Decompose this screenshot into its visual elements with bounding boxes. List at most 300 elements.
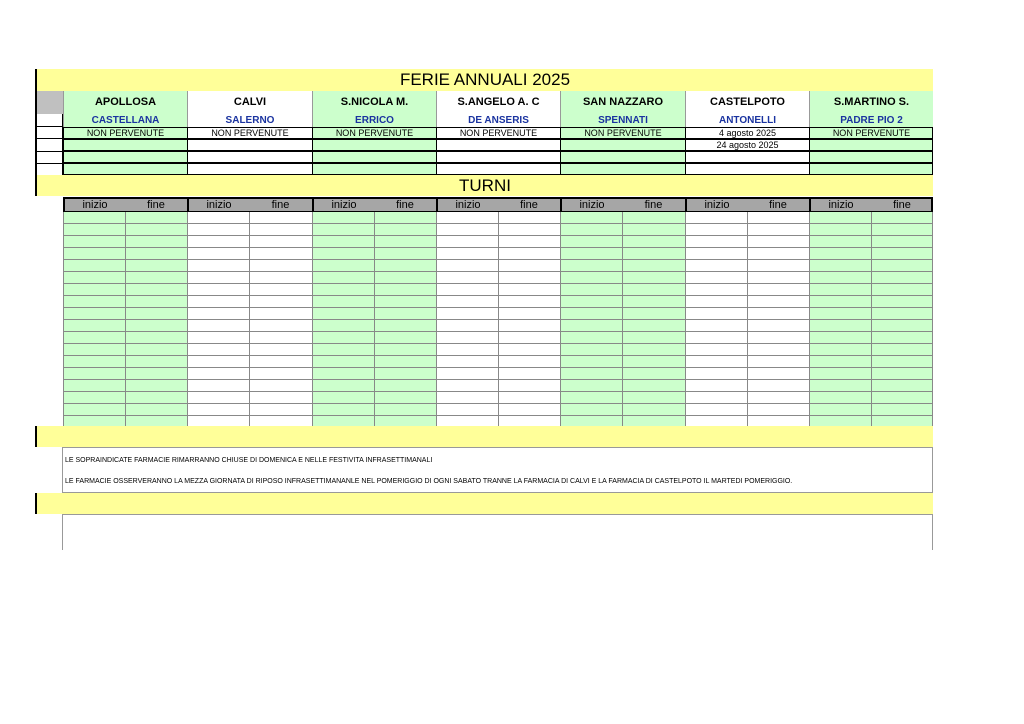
turni-cell [622,404,685,416]
ferie-cell [809,151,933,163]
turni-cell [125,404,187,416]
turni-cell [685,272,747,284]
turni-cell [125,392,187,404]
turni-cell [187,320,249,332]
turni-cell [63,224,125,236]
header-inizio: inizio [828,199,854,211]
turni-cell [498,284,560,296]
pharmacy-name [685,114,809,127]
turni-cell [125,284,187,296]
turni-cell [374,404,436,416]
turni-cell [498,260,560,272]
turni-cell [436,320,498,332]
turni-cell [249,284,312,296]
turni-cell [809,392,871,404]
turni-cell [871,332,933,344]
turni-cell [374,344,436,356]
town-name: CALVI [233,96,267,108]
turni-cell [622,308,685,320]
turni-cell [63,236,125,248]
turni-cell [498,296,560,308]
turni-cell [374,320,436,332]
turni-header-end [125,197,187,212]
turni-cell [560,296,622,308]
turni-header-start [312,197,374,212]
turni-cell [312,272,374,284]
turni-cell [498,392,560,404]
pharmacy-label: PADRE PIO 2 [840,115,903,126]
turni-cell [747,224,809,236]
ferie-cell [63,139,187,151]
pharmacy-name [63,114,187,127]
ferie-date: NON PERVENUTE [459,128,538,138]
pharmacy-name [312,114,436,127]
turni-cell [560,236,622,248]
turni-cell [747,212,809,224]
ferie-cell [436,127,560,139]
turni-cell [747,308,809,320]
turni-cell [63,248,125,260]
turni-cell [436,296,498,308]
turni-cell [622,332,685,344]
turni-cell [125,320,187,332]
turni-cell [685,320,747,332]
turni-cell [436,260,498,272]
turni-cell [809,344,871,356]
turni-cell [374,308,436,320]
turni-cell [249,344,312,356]
turni-cell [809,224,871,236]
header-inizio: inizio [206,199,232,211]
turni-cell [498,248,560,260]
turni-cell [249,332,312,344]
turni-cell [63,368,125,380]
town-name: S.MARTINO S. [833,96,910,108]
turni-cell [249,392,312,404]
ferie-date: 24 agosto 2025 [716,140,779,150]
turni-cell [871,344,933,356]
turni-cell [498,332,560,344]
header-fine: fine [644,199,663,211]
pharmacy-name [436,114,560,127]
turni-cell [560,224,622,236]
notes-box [62,447,933,493]
turni-band [35,175,933,196]
turni-cell [63,260,125,272]
turni-cell [249,404,312,416]
turni-cell [374,272,436,284]
turni-header-right-edge [931,197,933,212]
turni-cell [498,272,560,284]
turni-cell [560,272,622,284]
turni-header-end [871,197,933,212]
turni-header-end [622,197,685,212]
turni-cell [187,236,249,248]
turni-cell [63,332,125,344]
turni-cell [249,320,312,332]
turni-cell [747,368,809,380]
header-fine: fine [520,199,538,211]
ferie-cell [312,127,436,139]
turni-cell [498,380,560,392]
turni-cell [374,296,436,308]
turni-cell [622,260,685,272]
turni-cell [374,284,436,296]
turni-cell [249,236,312,248]
turni-cell [63,380,125,392]
turni-cell [312,320,374,332]
ferie-date: NON PERVENUTE [584,128,662,138]
turni-cell [436,356,498,368]
note-line-2: LE FARMACIE OSSERVERANNO LA MEZZA GIORNATA DI RIPOSO INFRASETTIMANANLE NEL POMERIGGIO DI OGNI SABATO TRANNE LA FARMACIA DI CALVI E LA FARMACIA DI CASTELPOTO IL MARTEDI POMERIGGIO. [65,478,793,485]
town-header [312,91,436,114]
turni-cell [685,224,747,236]
header-inizio: inizio [704,199,730,211]
ferie-cell [560,139,685,151]
turni-cell [498,356,560,368]
turni-cell [436,380,498,392]
header-inizio: inizio [455,199,481,211]
turni-cell [436,308,498,320]
turni-cell [187,224,249,236]
ferie-cell [187,151,312,163]
ferie-cell [312,139,436,151]
turni-cell [871,284,933,296]
turni-cell [374,392,436,404]
turni-cell [125,260,187,272]
turni-cell [374,356,436,368]
turni-cell [871,272,933,284]
ferie-cell [560,151,685,163]
turni-cell [249,248,312,260]
turni-cell [374,236,436,248]
turni-cell [187,356,249,368]
turni-cell [312,308,374,320]
turni-cell [63,356,125,368]
turni-cell [125,332,187,344]
turni-cell [125,308,187,320]
turni-cell [747,404,809,416]
turni-cell [249,308,312,320]
turni-header-start [436,197,498,212]
turni-cell [63,272,125,284]
turni-cell [187,308,249,320]
turni-cell [374,368,436,380]
turni-cell [685,356,747,368]
separator-band [35,426,933,447]
corner-cell [35,91,63,114]
turni-cell [63,212,125,224]
turni-cell [560,332,622,344]
ferie-cell [809,127,933,139]
turni-cell [125,380,187,392]
turni-cell [685,392,747,404]
turni-cell [249,368,312,380]
turni-cell [187,368,249,380]
turni-cell [125,224,187,236]
separator-band-2 [35,493,933,514]
header-fine: fine [396,199,414,211]
town-header [560,91,685,114]
turni-cell [436,236,498,248]
turni-cell [622,224,685,236]
ferie-date: NON PERVENUTE [211,128,289,138]
turni-cell [622,212,685,224]
town-header [685,91,809,114]
town-header [809,91,933,114]
turni-cell [249,296,312,308]
turni-cell [436,284,498,296]
ferie-cell [685,139,809,151]
turni-cell [809,368,871,380]
ferie-date: NON PERVENUTE [335,128,414,138]
header-fine: fine [147,199,165,211]
header-fine: fine [271,199,290,211]
turni-cell [436,404,498,416]
turni-cell [685,260,747,272]
town-name: SAN NAZZARO [582,96,664,108]
turni-cell [312,356,374,368]
turni-cell [747,284,809,296]
turni-cell [809,404,871,416]
turni-header-end [374,197,436,212]
turni-cell [871,404,933,416]
ferie-date: 4 agosto 2025 [718,128,777,138]
turni-cell [374,212,436,224]
turni-cell [63,392,125,404]
turni-cell [498,224,560,236]
turni-cell [560,344,622,356]
turni-header-start [685,197,747,212]
turni-cell [871,320,933,332]
turni-cell [312,380,374,392]
turni-cell [809,380,871,392]
turni-cell [312,332,374,344]
turni-cell [622,236,685,248]
turni-cell [187,248,249,260]
turni-cell [312,236,374,248]
ferie-cell [685,127,809,139]
turni-cell [436,332,498,344]
table-right-edge [932,127,933,176]
turni-cell [747,356,809,368]
turni-header-start [63,197,125,212]
turni-header-end [249,197,312,212]
ferie-cell [63,127,187,139]
turni-cell [498,404,560,416]
pharmacy-name [187,114,312,127]
turni-cell [809,308,871,320]
turni-cell [312,248,374,260]
turni-cell [685,212,747,224]
turni-cell [436,368,498,380]
turni-cell [374,380,436,392]
turni-cell [622,320,685,332]
turni-cell [374,248,436,260]
turni-cell [809,332,871,344]
turni-cell [560,308,622,320]
turni-cell [747,344,809,356]
turni-cell [871,260,933,272]
turni-cell [809,296,871,308]
turni-cell [125,296,187,308]
turni-cell [312,224,374,236]
pharmacy-label: ERRICO [355,115,394,126]
turni-cell [685,296,747,308]
pharmacy-label: SPENNATI [598,115,648,126]
turni-cell [809,284,871,296]
turni-right-edge [932,212,933,428]
turni-cell [312,392,374,404]
turni-cell [560,248,622,260]
turni-cell [63,344,125,356]
town-name: S.NICOLA M. [340,96,409,108]
town-header [436,91,560,114]
turni-cell [685,248,747,260]
turni-cell [871,368,933,380]
turni-cell [685,308,747,320]
ferie-cell [436,151,560,163]
header-inizio: inizio [82,199,108,211]
turni-cell [187,344,249,356]
turni-cell [809,356,871,368]
turni-cell [560,356,622,368]
turni-cell [374,260,436,272]
turni-cell [560,380,622,392]
turni-header-start [187,197,249,212]
turni-cell [560,284,622,296]
turni-cell [187,392,249,404]
turni-cell [187,404,249,416]
town-name: CASTELPOTO [710,96,785,108]
turni-cell [622,248,685,260]
turni-cell [436,344,498,356]
turni-header-end [498,197,560,212]
turni-cell [312,296,374,308]
header-fine: fine [893,199,911,211]
turni-cell [436,392,498,404]
turni-cell [871,248,933,260]
turni-cell [312,344,374,356]
turni-cell [871,356,933,368]
turni-cell [871,236,933,248]
turni-cell [685,236,747,248]
turni-cell [125,344,187,356]
turni-cell [747,380,809,392]
turni-cell [312,212,374,224]
turni-cell [312,404,374,416]
turni-cell [747,392,809,404]
turni-cell [747,236,809,248]
turni-cell [622,392,685,404]
turni-header-start [560,197,622,212]
turni-cell [63,320,125,332]
turni-cell [685,404,747,416]
turni-cell [187,272,249,284]
turni-cell [871,308,933,320]
turni-cell [622,272,685,284]
turni-cell [187,284,249,296]
turni-cell [560,320,622,332]
turni-cell [685,284,747,296]
turni-cell [63,308,125,320]
ferie-cell [436,139,560,151]
ferie-cell [560,127,685,139]
turni-cell [249,272,312,284]
turni-cell [498,320,560,332]
turni-cell [498,368,560,380]
turni-cell [249,224,312,236]
turni-cell [685,344,747,356]
turni-cell [747,320,809,332]
turni-cell [63,296,125,308]
turni-header-end [747,197,809,212]
turni-cell [747,248,809,260]
ferie-cell [63,151,187,163]
turni-header-start [809,197,871,212]
turni-cell [125,212,187,224]
turni-cell [809,212,871,224]
ferie-cell [685,151,809,163]
turni-cell [125,272,187,284]
turni-cell [187,260,249,272]
turni-cell [809,272,871,284]
ferie-cell [809,139,933,151]
turni-cell [187,332,249,344]
turni-cell [560,260,622,272]
turni-cell [187,212,249,224]
turni-cell [312,284,374,296]
turni-cell [249,356,312,368]
turni-cell [374,224,436,236]
town-header [187,91,312,114]
turni-cell [498,236,560,248]
ferie-cell [312,151,436,163]
turni-cell [560,368,622,380]
turni-cell [187,296,249,308]
turni-cell [312,368,374,380]
turni-cell [63,404,125,416]
turni-cell [498,344,560,356]
turni-cell [747,272,809,284]
ferie-date: NON PERVENUTE [86,128,165,138]
turni-cell [125,248,187,260]
title-band [35,69,933,91]
turni-cell [622,344,685,356]
turni-cell [871,392,933,404]
turni-cell [622,284,685,296]
turni-cell [125,356,187,368]
turni-cell [560,404,622,416]
left-row-lines [35,114,63,177]
pharmacy-label: DE ANSERIS [468,115,529,126]
turni-cell [374,332,436,344]
turni-cell [809,320,871,332]
ferie-cell [187,127,312,139]
turni-cell [622,368,685,380]
town-name: APOLLOSA [94,96,157,108]
turni-cell [125,368,187,380]
ferie-cell [187,139,312,151]
header-inizio: inizio [331,199,357,211]
turni-cell [187,380,249,392]
turni-cell [685,380,747,392]
turni-cell [249,380,312,392]
turni-cell [747,332,809,344]
turni-cell [809,236,871,248]
page-title: FERIE ANNUALI 2025 [399,70,571,89]
turni-cell [125,236,187,248]
